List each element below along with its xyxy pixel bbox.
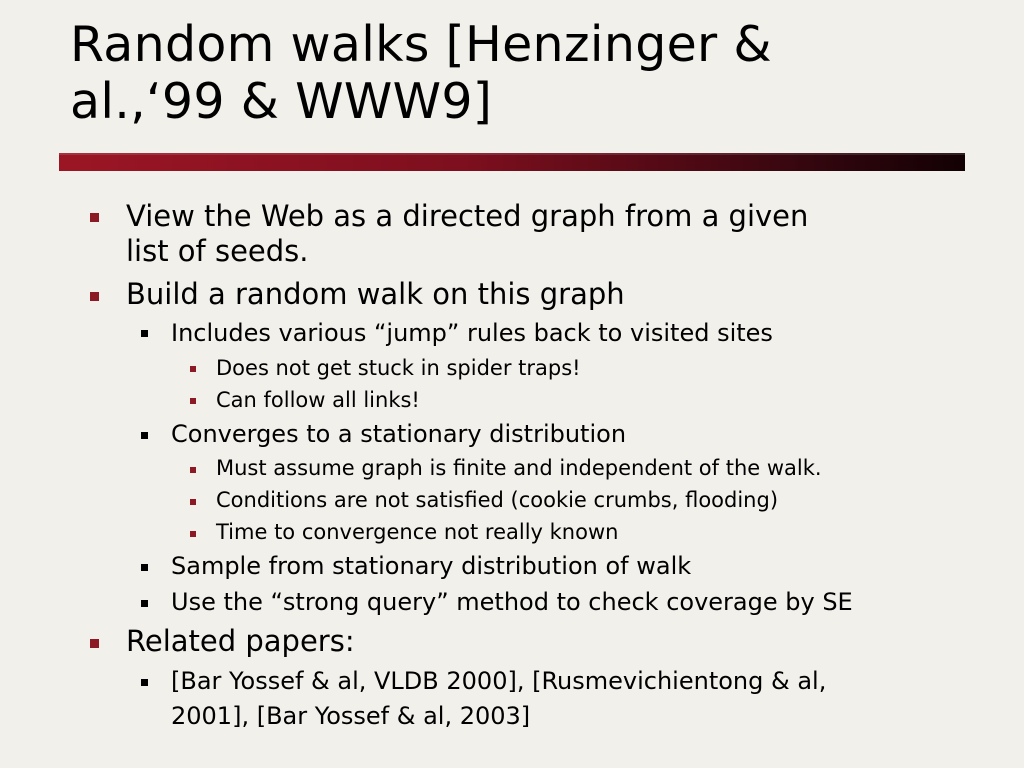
bullet-square-icon xyxy=(190,499,196,505)
bullet-square-icon xyxy=(190,366,196,372)
title-underline-bar xyxy=(59,153,965,171)
bullet-square-icon xyxy=(141,600,148,607)
bullet-square-icon xyxy=(190,467,196,473)
bullet-square-icon xyxy=(90,639,99,648)
list-item-text-line-2: list of seeds. xyxy=(126,234,309,268)
list-item xyxy=(126,199,808,269)
bullet-square-icon xyxy=(141,330,148,337)
list-item: Sample from stationary distribution of walk xyxy=(171,552,692,580)
list-item: Use the “strong query” method to check coverage by SE xyxy=(171,588,853,616)
list-item: Converges to a stationary distribution xyxy=(171,420,627,448)
list-item: Does not get stuck in spider traps! xyxy=(216,356,581,380)
slide-title-line-1: Random walks [Henzinger & xyxy=(70,16,772,73)
list-item: Includes various “jump” rules back to visited sites xyxy=(171,319,773,347)
bullet-square-icon xyxy=(90,213,99,222)
list-item: Conditions are not satisfied (cookie crumbs, flooding) xyxy=(216,488,779,512)
list-item xyxy=(171,664,826,734)
list-item: Can follow all links! xyxy=(216,388,420,412)
list-item-text-line-2: 2001], [Bar Yossef & al, 2003] xyxy=(171,702,531,730)
bullet-square-icon xyxy=(141,432,148,439)
slide-title-line-2: al.,‘99 & WWW9] xyxy=(70,73,493,130)
bullet-square-icon xyxy=(141,564,148,571)
list-item: Time to convergence not really known xyxy=(216,520,619,544)
list-item: Build a random walk on this graph xyxy=(126,277,625,311)
list-item-text-line-1: [Bar Yossef & al, VLDB 2000], [Rusmevichientong & al, xyxy=(171,667,827,695)
list-item-text-line-1: View the Web as a directed graph from a given xyxy=(126,199,809,233)
bullet-square-icon xyxy=(190,531,196,537)
bullet-square-icon xyxy=(190,398,196,404)
slide-title xyxy=(70,16,970,130)
list-item: Must assume graph is finite and independent of the walk. xyxy=(216,456,822,480)
bullet-square-icon xyxy=(90,292,99,301)
bullet-square-icon xyxy=(141,679,148,686)
list-item: Related papers: xyxy=(126,624,355,658)
